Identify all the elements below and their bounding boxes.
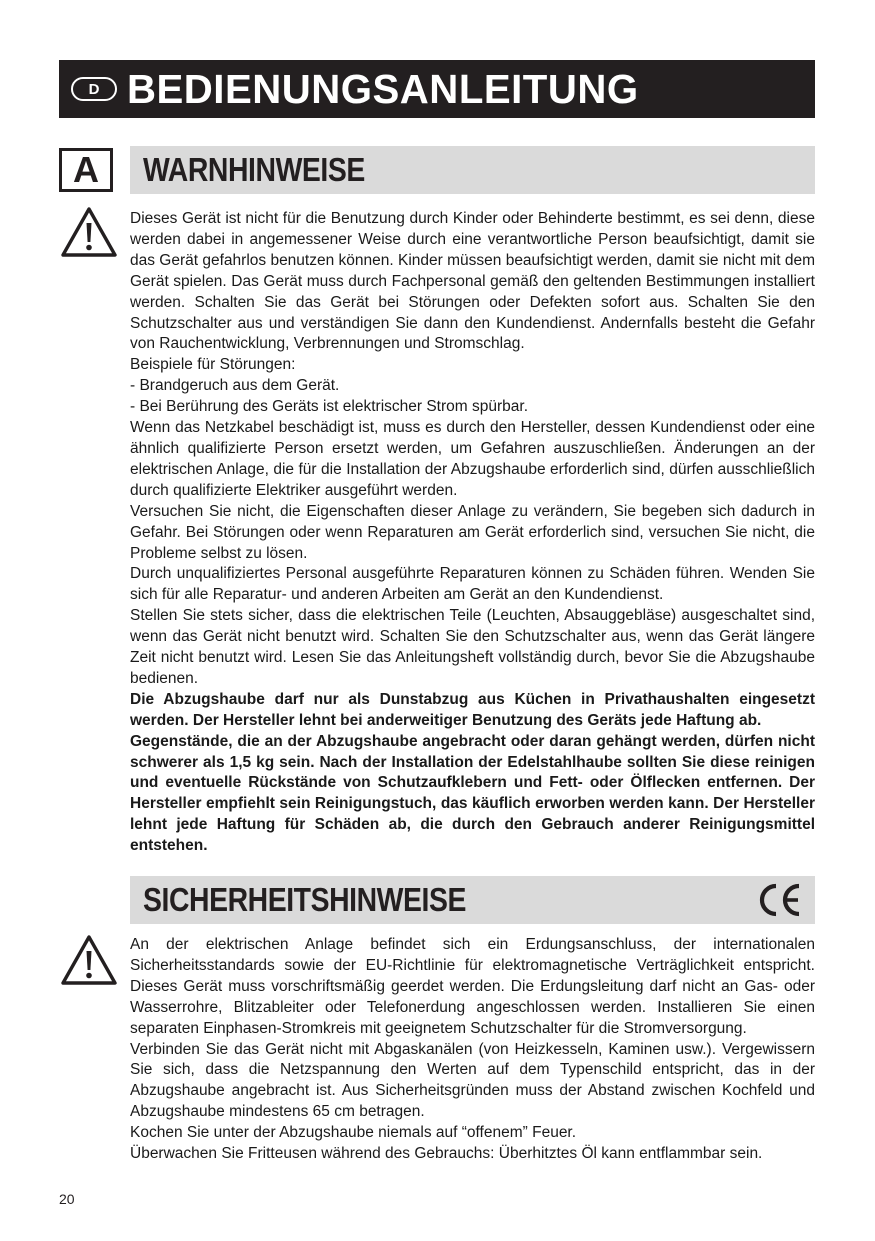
warnings-paragraph: Durch unqualifiziertes Personal ausgeführte Reparaturen können zu Schäden führen. Wenden Sie sich für alle Reparatur- und anderen Arbeiten am Gerät an den Kundendienst.: [130, 565, 815, 604]
warnings-section-title: WARNHINWEISE: [143, 151, 365, 188]
warnings-bold-paragraph: Gegenstände, die an der Abzugshaube angebracht oder daran gehängt werden, dürfen nicht schwerer als 1,5 kg sein. Nach der Installation der Edelstahlhaube sollten Sie diese reinigen und eventuelle Rückstände von Schutzaufklebern und Fett- oder Ölflecken entfernen. Der Hersteller empfiehlt sein Reinigungstuch, das käuflich erworben werden kann. Der Hersteller lehnt jede Haftung für Schäden ab, die durch den Gebrauch anderer Reinigungsmittel entstehen.: [130, 732, 815, 855]
warnings-paragraph: Stellen Sie stets sicher, dass die elektrischen Teile (Leuchten, Absauggebläse) ausgeschaltet sind, wenn das Gerät nicht benutzt wird. Schalten Sie den Schutzschalter aus, wenn das Gerät längere Zeit nicht benutzt wird. Lesen Sie das Anleitungsheft vollständig durch, bevor Sie die Abzugshaube bedienen.: [130, 607, 815, 687]
safety-text: [130, 935, 815, 1165]
section-marker: A: [59, 148, 113, 192]
warnings-paragraph: - Brandgeruch aus dem Gerät.: [130, 377, 340, 395]
warnings-paragraph: - Bei Berührung des Geräts ist elektrischer Strom spürbar.: [130, 398, 528, 416]
warnings-paragraph: Versuchen Sie nicht, die Eigenschaften dieser Anlage zu verändern, Sie begeben sich dadurch in Gefahr. Bei Störungen oder wenn Reparaturen am Gerät erforderlich sind, versuchen Sie nicht, die Probleme selbst zu lösen.: [130, 502, 815, 562]
safety-paragraph: Verbinden Sie das Gerät nicht mit Abgaskanälen (von Heizkesseln, Kaminen usw.). Vergewissern Sie sich, dass die Netzspannung den Werten auf dem Typenschild entspricht, das in der Abzugshaube angebracht ist. Aus Sicherheitsgründen muss der Abstand zwischen Kochfeld und Abzugshaube mindestens 65 cm betragen.: [130, 1040, 815, 1121]
page-number: 20: [59, 1191, 75, 1207]
safety-paragraph: Kochen Sie unter der Abzugshaube niemals auf “offenem” Feuer.: [130, 1124, 577, 1142]
warnings-paragraph: Beispiele für Störungen:: [130, 356, 296, 374]
warnings-paragraph: Wenn das Netzkabel beschädigt ist, muss es durch den Hersteller, dessen Kundendienst oder eine ähnlich qualifizierte Person ersetzt werden, um Gefahren auszuschließen. Änderungen an der elektrischen Anlage, die für die Installation der Abzugshaube erforderlich sind, dürfen ausschließlich durch qualifizierte Elektriker ausgeführt werden.: [130, 419, 815, 499]
warnings-section-header: [130, 146, 815, 194]
page-title-bar: [59, 60, 815, 118]
warnings-bold-paragraph: Die Abzugshaube darf nur als Dunstabzug aus Küchen in Privathaushalten eingesetzt werden. Der Hersteller lehnt bei anderweitiger Benutzung des Geräts jede Haftung ab.: [130, 690, 815, 729]
language-badge: D: [71, 77, 117, 101]
warnings-paragraph: Dieses Gerät ist nicht für die Benutzung durch Kinder oder Behinderte bestimmt, es sei denn, diese werden dabei in angemessener Weise durch eine verantwortliche Person beaufsichtigt, damit sie das Gerät gefahrlos benutzen können. Kinder müssen beaufsichtigt werden, damit sie nicht mit dem Gerät spielen. Das Gerät muss durch Fachpersonal gemäß den geltenden Bestimmungen installiert werden. Schalten Sie das Gerät bei Störungen oder Defekten sofort aus. Schalten Sie den Schutzschalter aus und verständigen Sie dann den Kundendienst. Andernfalls besteht die Gefahr von Rauchentwicklung, Verbrennungen und Stromschlag.: [130, 210, 815, 353]
safety-paragraph: An der elektrischen Anlage befindet sich ein Erdungsanschluss, der internationalen Sicherheitsstandards sowie der EU-Richtlinie für elektromagnetische Verträglichkeit entspricht. Dieses Gerät muss vorschriftsmäßig geerdet werden. Die Erdungsleitung darf nicht an Gas- oder Wasserrohre, Blitzableiter oder Telefonerdung angeschlossen werden. Installieren Sie einen separaten Einphasen-Stromkreis mit geeignetem Schutzschalter für die Stromversorgung.: [130, 936, 815, 1037]
warnings-text: [130, 209, 815, 857]
safety-section-title: SICHERHEITSHINWEISE: [143, 881, 466, 918]
safety-section-header: [130, 876, 815, 924]
warning-triangle-icon: [60, 934, 118, 986]
ce-mark-icon: [755, 880, 803, 920]
page-title: BEDIENUNGSANLEITUNG: [127, 65, 639, 112]
warning-triangle-icon: [60, 206, 118, 258]
safety-paragraph: Überwachen Sie Fritteusen während des Gebrauchs: Überhitztes Öl kann entflammbar sein.: [130, 1145, 763, 1163]
